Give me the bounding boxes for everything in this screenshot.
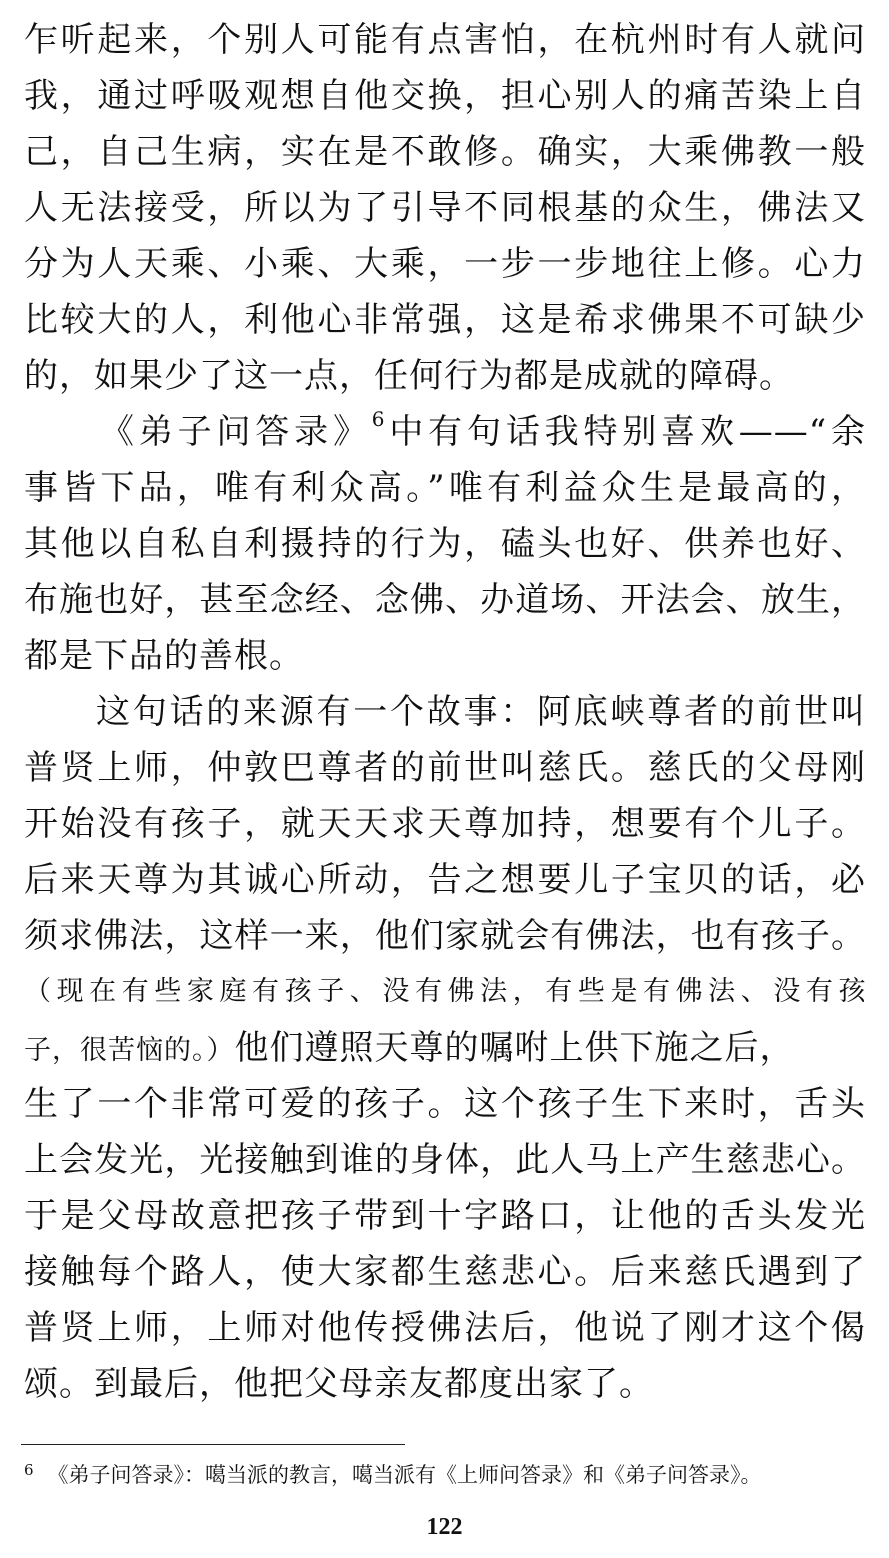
footnote-reference: 6: [371, 407, 386, 431]
footnote-text: 《弟子问答录》：噶当派的教言，噶当派有《上师问答录》和《弟子问答录》。: [47, 1463, 762, 1487]
text-segment: 他们遵照天尊的嘱咐上供下施之后，: [234, 1028, 795, 1068]
text-line: 我，通过呼吸观想自他交换，担心别人的痛苦染上自: [24, 76, 866, 116]
text-line: 开始没有孩子，就天天求天尊加持，想要有个儿子。: [24, 804, 866, 844]
text-line: 都是下品的善根。: [24, 636, 304, 676]
text-line: 的，如果少了这一点，任何行为都是成就的障碍。: [24, 356, 794, 396]
aside-end: 子，很苦恼的。）: [24, 1035, 235, 1066]
text-line: 接触每个路人，使大家都生慈悲心。后来慈氏遇到了: [24, 1252, 866, 1292]
aside-line: （现在有些家庭有孩子、没有佛法，有些是有佛法、没有孩: [24, 976, 866, 1007]
text-line: 颂。到最后，他把父母亲友都度出家了。: [24, 1364, 654, 1404]
text-line: 人无法接受，所以为了引导不同根基的众生，佛法又: [24, 188, 866, 228]
text-segment: 中有句话我特别喜欢——“余: [385, 412, 867, 452]
text-line: [24, 404, 866, 460]
text-line: 事皆下品，唯有利众高。”唯有利益众生是最高的，: [24, 468, 866, 508]
text-line: 分为人天乘、小乘、大乘，一步一步地往上修。心力: [24, 244, 866, 284]
footnote: [24, 1458, 866, 1492]
text-segment: 《弟子问答录》: [100, 412, 372, 452]
text-line: 己，自己生病，实在是不敢修。确实，大乘佛教一般: [24, 132, 866, 172]
text-line: [24, 1020, 866, 1076]
text-line: 普贤上师，仲敦巴尊者的前世叫慈氏。慈氏的父母刚: [24, 748, 866, 788]
text-line: 于是父母故意把孩子带到十字路口，让他的舌头发光: [24, 1196, 866, 1236]
footnote-number: 6: [24, 1461, 34, 1479]
text-line: 须求佛法，这样一来，他们家就会有佛法，也有孩子。: [24, 916, 866, 956]
text-line: 布施也好，甚至念经、念佛、办道场、开法会、放生，: [24, 580, 866, 620]
text-line: 比较大的人，利他心非常强，这是希求佛果不可缺少: [24, 300, 866, 340]
text-line: 这句话的来源有一个故事：阿底峡尊者的前世叫: [96, 692, 866, 732]
paragraph-1: [24, 12, 866, 404]
page-number: 122: [426, 1514, 463, 1540]
text-line: 普贤上师，上师对他传授佛法后，他说了刚才这个偈: [24, 1308, 866, 1348]
body-text: [24, 12, 866, 1412]
footnote-divider: [21, 1444, 405, 1445]
text-line: 其他以自私自利摄持的行为，磕头也好、供养也好、: [24, 524, 866, 564]
text-line: 乍听起来，个别人可能有点害怕，在杭州时有人就问: [24, 20, 866, 60]
paragraph-2: [24, 404, 866, 684]
text-line: 生了一个非常可爱的孩子。这个孩子生下来时，舌头: [24, 1084, 866, 1124]
text-line: 上会发光，光接触到谁的身体，此人马上产生慈悲心。: [24, 1140, 866, 1180]
text-line: 后来天尊为其诚心所动，告之想要儿子宝贝的话，必: [24, 860, 866, 900]
paragraph-3: [24, 684, 866, 1412]
